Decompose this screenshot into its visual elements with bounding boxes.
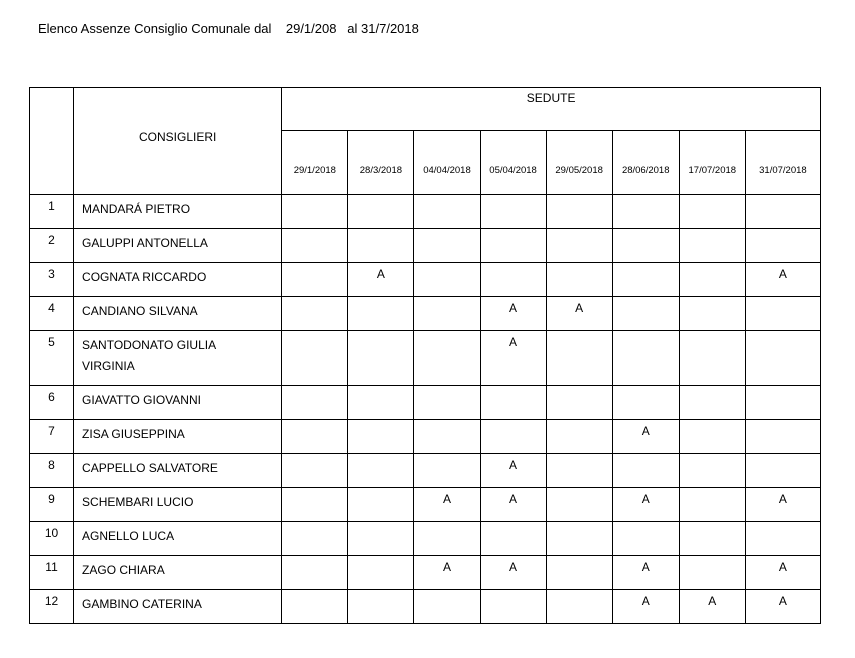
absence-cell	[612, 263, 679, 297]
absence-cell	[282, 556, 348, 590]
absence-cell	[414, 229, 480, 263]
absence-cell	[348, 590, 414, 624]
table-row	[30, 556, 821, 590]
councillor-name-line: AGNELLO LUCA	[82, 529, 175, 543]
absence-cell	[414, 420, 480, 454]
header-consiglieri: CONSIGLIERI	[74, 88, 282, 195]
absence-cell	[348, 556, 414, 590]
absence-cell	[414, 331, 480, 386]
absence-cell: A	[546, 297, 612, 331]
absence-cell: A	[480, 556, 546, 590]
row-number: 8	[30, 454, 74, 488]
absence-cell	[679, 522, 745, 556]
absence-cell	[546, 522, 612, 556]
absence-cell	[348, 195, 414, 229]
absence-cell	[414, 263, 480, 297]
header-sedute: SEDUTE	[282, 88, 821, 131]
absence-cell: A	[612, 556, 679, 590]
absence-cell: A	[414, 488, 480, 522]
absence-cell	[414, 522, 480, 556]
councillor-name	[74, 420, 282, 454]
councillor-name	[74, 454, 282, 488]
absence-cell	[745, 386, 820, 420]
document-title: Elenco Assenze Consiglio Comunale dal 29/1/208 al 31/7/2018	[38, 21, 419, 36]
header-date: 29/05/2018	[546, 131, 612, 195]
absence-cell	[414, 195, 480, 229]
table-body	[30, 195, 821, 624]
absence-cell	[679, 488, 745, 522]
absence-cell	[282, 590, 348, 624]
councillor-name	[74, 195, 282, 229]
header-date: 31/07/2018	[745, 131, 820, 195]
absence-cell	[282, 454, 348, 488]
absence-cell	[546, 229, 612, 263]
absence-cell	[546, 195, 612, 229]
councillor-name-line: GIAVATTO GIOVANNI	[82, 393, 201, 407]
row-number: 10	[30, 522, 74, 556]
table-row	[30, 386, 821, 420]
absence-cell	[546, 590, 612, 624]
header-date: 28/3/2018	[348, 131, 414, 195]
councillor-name	[74, 331, 282, 386]
absence-cell: A	[414, 556, 480, 590]
councillor-name-line: ZAGO CHIARA	[82, 563, 165, 577]
absence-cell	[745, 522, 820, 556]
councillor-name-line: VIRGINIA	[82, 359, 135, 373]
councillor-name	[74, 229, 282, 263]
absence-cell	[480, 590, 546, 624]
councillor-name	[74, 297, 282, 331]
councillor-name-line: GAMBINO CATERINA	[82, 597, 202, 611]
table-row	[30, 331, 821, 386]
row-number: 6	[30, 386, 74, 420]
absence-cell	[745, 420, 820, 454]
absence-cell	[679, 195, 745, 229]
absence-cell	[745, 454, 820, 488]
absence-cell	[282, 331, 348, 386]
absence-cell	[679, 454, 745, 488]
absence-cell: A	[612, 590, 679, 624]
table-row	[30, 522, 821, 556]
absence-cell	[282, 263, 348, 297]
absence-cell	[612, 229, 679, 263]
councillor-name-line: ZISA GIUSEPPINA	[82, 427, 185, 441]
header-date: 17/07/2018	[679, 131, 745, 195]
councillor-name	[74, 263, 282, 297]
absence-cell	[348, 331, 414, 386]
councillor-name-line: GALUPPI ANTONELLA	[82, 236, 208, 250]
absence-cell	[348, 229, 414, 263]
absence-cell: A	[679, 590, 745, 624]
table-row	[30, 263, 821, 297]
councillor-name	[74, 522, 282, 556]
councillor-name	[74, 590, 282, 624]
absence-cell	[282, 488, 348, 522]
absence-cell	[414, 454, 480, 488]
absence-cell	[282, 229, 348, 263]
absence-cell	[480, 386, 546, 420]
absence-cell	[546, 331, 612, 386]
header-date: 04/04/2018	[414, 131, 480, 195]
row-number: 12	[30, 590, 74, 624]
absence-cell: A	[612, 488, 679, 522]
row-number: 4	[30, 297, 74, 331]
absence-cell	[612, 522, 679, 556]
absence-cell	[679, 386, 745, 420]
absence-cell	[348, 522, 414, 556]
absence-cell	[282, 297, 348, 331]
councillor-name-line: SCHEMBARI LUCIO	[82, 495, 194, 509]
absence-cell	[348, 386, 414, 420]
row-number: 2	[30, 229, 74, 263]
absence-cell	[282, 522, 348, 556]
councillor-name-line: MANDARÁ PIETRO	[82, 202, 191, 216]
councillor-name-line: CAPPELLO SALVATORE	[82, 461, 218, 475]
absence-cell	[480, 263, 546, 297]
absence-cell	[679, 297, 745, 331]
absence-cell	[745, 331, 820, 386]
absence-cell	[546, 386, 612, 420]
absence-cell	[546, 488, 612, 522]
absence-cell	[745, 195, 820, 229]
absence-cell: A	[612, 420, 679, 454]
header-date: 29/1/2018	[282, 131, 348, 195]
absence-cell	[348, 454, 414, 488]
absence-cell: A	[745, 263, 820, 297]
absences-table	[29, 87, 821, 624]
absence-cell	[745, 229, 820, 263]
absence-cell	[679, 331, 745, 386]
table-row	[30, 590, 821, 624]
row-number: 9	[30, 488, 74, 522]
absence-cell	[612, 195, 679, 229]
absence-cell	[282, 386, 348, 420]
absence-cell: A	[745, 590, 820, 624]
absence-cell	[612, 386, 679, 420]
absence-cell	[480, 195, 546, 229]
row-number: 7	[30, 420, 74, 454]
absence-cell: A	[480, 331, 546, 386]
absence-cell	[745, 297, 820, 331]
row-number: 5	[30, 331, 74, 386]
row-number: 3	[30, 263, 74, 297]
absence-cell: A	[348, 263, 414, 297]
councillor-name	[74, 488, 282, 522]
absence-cell	[546, 263, 612, 297]
absence-cell: A	[745, 556, 820, 590]
absence-cell: A	[480, 454, 546, 488]
absence-cell	[348, 420, 414, 454]
councillor-name-line: COGNATA RICCARDO	[82, 270, 207, 284]
absence-cell	[546, 420, 612, 454]
table-row	[30, 488, 821, 522]
absence-cell	[480, 420, 546, 454]
absence-cell	[612, 454, 679, 488]
absence-cell	[480, 229, 546, 263]
header-date: 05/04/2018	[480, 131, 546, 195]
absence-cell	[282, 420, 348, 454]
councillor-name	[74, 386, 282, 420]
absence-cell	[348, 488, 414, 522]
absence-cell: A	[480, 488, 546, 522]
absence-cell	[679, 420, 745, 454]
row-number: 1	[30, 195, 74, 229]
absence-cell	[546, 556, 612, 590]
councillor-name-line: SANTODONATO GIULIA	[82, 338, 217, 352]
councillor-name-line: CANDIANO SILVANA	[82, 304, 198, 318]
absence-cell: A	[745, 488, 820, 522]
absence-cell	[612, 297, 679, 331]
absence-cell	[414, 297, 480, 331]
absence-cell	[414, 386, 480, 420]
absence-cell	[348, 297, 414, 331]
absence-cell	[679, 263, 745, 297]
councillor-name	[74, 556, 282, 590]
table-row	[30, 195, 821, 229]
absence-cell	[612, 331, 679, 386]
absence-cell	[546, 454, 612, 488]
table-row	[30, 297, 821, 331]
row-number: 11	[30, 556, 74, 590]
header-date: 28/06/2018	[612, 131, 679, 195]
table-header	[30, 88, 821, 195]
table-row	[30, 420, 821, 454]
absence-cell	[282, 195, 348, 229]
absence-cell	[480, 522, 546, 556]
header-number-cell	[30, 88, 74, 195]
absence-cell	[414, 590, 480, 624]
absence-cell: A	[480, 297, 546, 331]
absence-cell	[679, 229, 745, 263]
table-row	[30, 454, 821, 488]
absence-cell	[679, 556, 745, 590]
table-row	[30, 229, 821, 263]
